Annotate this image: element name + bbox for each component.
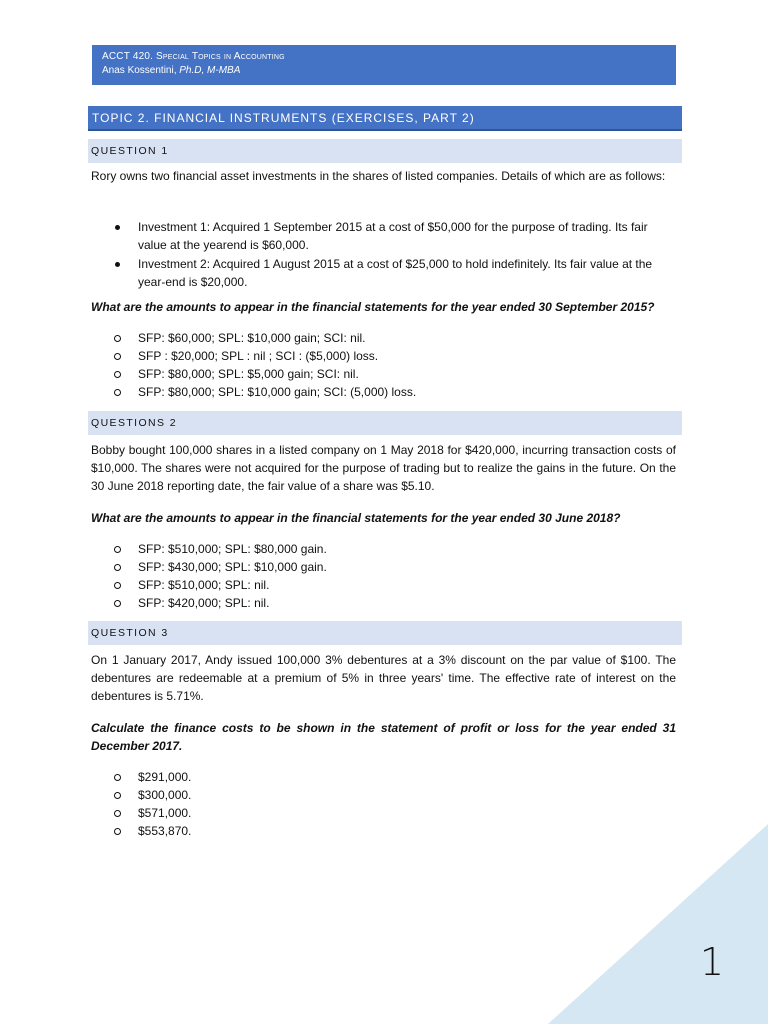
option-item: SFP: $80,000; SPL: $10,000 gain; SCI: (5,000) loss. — [112, 383, 676, 401]
option-item: SFP: $80,000; SPL: $5,000 gain; SCI: nil. — [112, 365, 676, 383]
question-3-options — [112, 768, 676, 840]
option-circle-icon — [114, 810, 121, 817]
corner-decoration — [548, 824, 768, 1024]
option-circle-icon — [114, 546, 121, 553]
option-circle-icon — [114, 792, 121, 799]
question-1-intro: Rory owns two financial asset investments in the shares of listed companies. Details of which are as follows: — [91, 169, 666, 183]
option-item: SFP: $430,000; SPL: $10,000 gain. — [112, 558, 676, 576]
option-item: SFP: $420,000; SPL: nil. — [112, 594, 676, 612]
course-title: ACCT 420. Special Topics in Accounting — [102, 51, 285, 62]
option-item: SFP: $510,000; SPL: nil. — [112, 576, 676, 594]
page-number: 1 — [699, 940, 724, 984]
list-item: Investment 1: Acquired 1 September 2015 at a cost of $50,000 for the purpose of trading. Its fair value at the yearend is $60,000. — [112, 218, 676, 254]
question-2-options — [112, 540, 676, 612]
option-circle-icon — [114, 828, 121, 835]
topic-title: TOPIC 2. FINANCIAL INSTRUMENTS (EXERCISES, PART 2) — [88, 106, 682, 131]
course-header — [92, 45, 676, 85]
question-2-heading: QUESTIONS 2 — [88, 411, 682, 435]
question-1-bullets — [112, 218, 676, 292]
option-circle-icon — [114, 389, 121, 396]
option-item: SFP : $20,000; SPL : nil ; SCI : ($5,000) loss. — [112, 347, 676, 365]
question-3-heading: QUESTION 3 — [88, 621, 682, 645]
option-item: SFP: $60,000; SPL: $10,000 gain; SCI: nil. — [112, 329, 676, 347]
option-item: $553,870. — [112, 822, 676, 840]
question-2-intro: Bobby bought 100,000 shares in a listed company on 1 May 2018 for $420,000, incurring transaction costs of $10,000. The shares were not acquired for the purpose of trading but to realize the gains in the future. On the 30 June 2018 reporting date, the fair value of a share was $5.10. — [91, 443, 676, 493]
option-item: SFP: $510,000; SPL: $80,000 gain. — [112, 540, 676, 558]
bullet-icon — [115, 262, 120, 267]
author-name: Anas Kossentini, — [102, 65, 180, 76]
option-circle-icon — [114, 600, 121, 607]
option-circle-icon — [114, 335, 121, 342]
option-item: $291,000. — [112, 768, 676, 786]
course-author — [102, 64, 666, 78]
question-1-heading: QUESTION 1 — [88, 139, 682, 163]
option-circle-icon — [114, 353, 121, 360]
question-2-prompt: What are the amounts to appear in the financial statements for the year ended 30 June 2018? — [91, 511, 621, 525]
option-item: $300,000. — [112, 786, 676, 804]
author-degrees: Ph.D, M-MBA — [179, 65, 241, 76]
list-item: Investment 2: Acquired 1 August 2015 at a cost of $25,000 to hold indefinitely. Its fair value at the year-end is $20,000. — [112, 255, 676, 291]
question-1-options — [112, 329, 676, 401]
option-circle-icon — [114, 371, 121, 378]
option-circle-icon — [114, 774, 121, 781]
question-1-prompt: What are the amounts to appear in the financial statements for the year ended 30 September 2015? — [91, 300, 655, 314]
bullet-icon — [115, 225, 120, 230]
option-item: $571,000. — [112, 804, 676, 822]
question-3-intro: On 1 January 2017, Andy issued 100,000 3% debentures at a 3% discount on the par value of $100. The debentures are redeemable at a premium of 5% in three years' time. The effective rate of interest on the debentures is 5.71%. — [91, 653, 676, 703]
question-3-prompt: Calculate the finance costs to be shown in the statement of profit or loss for the year ended 31 December 2017. — [91, 721, 676, 753]
option-circle-icon — [114, 582, 121, 589]
option-circle-icon — [114, 564, 121, 571]
